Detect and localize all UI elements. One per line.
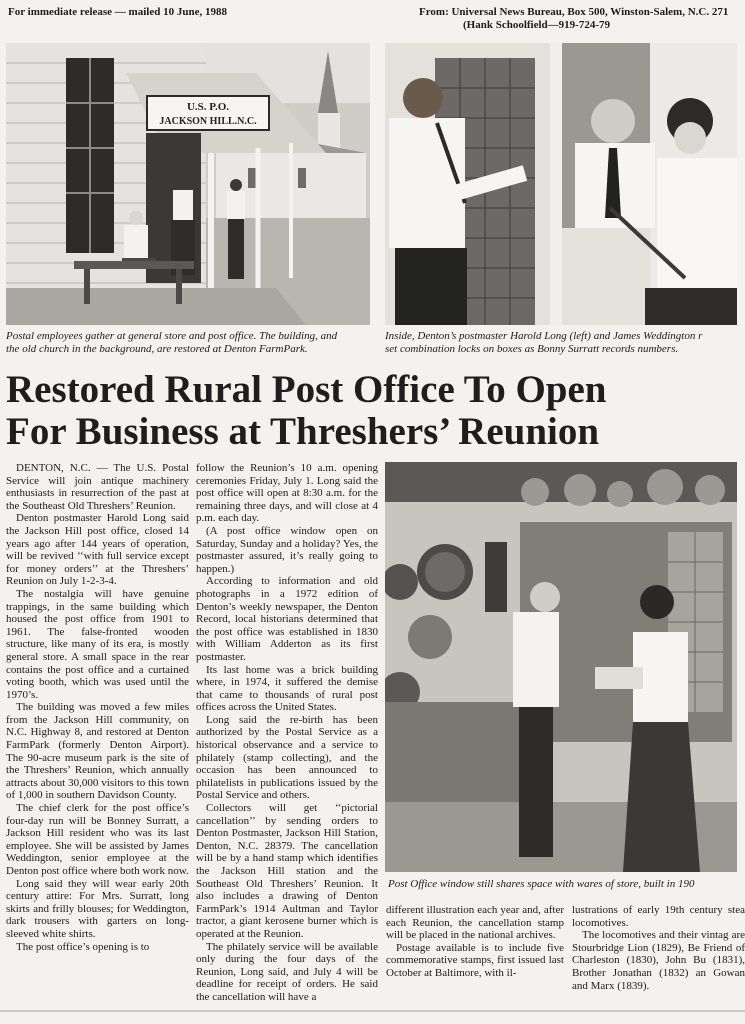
paragraph: Its last home was a brick building where, in 1974, it suffered the demise that came to thousands of rural post offices across the United States. — [196, 663, 378, 714]
paragraph: The locomotives and their vintag are Stourbridge Lion (1829), Be Friend of Charleston (1830), John Bu (1831), Brother Jonathan (1832) an Gowan and Marx (1839). — [572, 929, 745, 992]
paragraph: Long said the re-birth has been authorized by the Postal Service as a historical observance and a service to philately (stamp collecting), and the occasion has been announced to philatelists in publications issued by the Postal Service and others. — [196, 713, 378, 802]
paragraph: Denton postmaster Harold Long said the Jackson Hill post office, closed 14 years ago after 144 years of operation, will be revived ‘‘with full service except for money orders’’ at the Threshers’ Reunion on July 1-2-3-4. — [6, 512, 189, 588]
paragraph: Long said they will wear early 20th century attire: For Mrs. Surratt, long skirts and frilly blouses; for Weddington, dark trousers with garters on long-sleeved white shirts. — [6, 877, 189, 940]
caption-line: the old church in the background, are restored at Denton FarmPark. — [6, 343, 308, 355]
paragraph: lustrations of early 19th century stea locomotives. — [572, 904, 745, 929]
paragraph: The building was moved a few miles from the Jackson Hill community, on N.C. Highway 8, and restored at Denton FarmPark (formerly Denton Airport). The 90-acre museum park is the site of the Threshers’ Reunion, which annually attracts about 30,000 visitors to this town of 1,000 in southern Davidson County. — [6, 701, 189, 802]
caption-photo-store: Post Office window still shares space with wares of store, built in 190 — [388, 878, 695, 890]
photo-exterior — [6, 43, 370, 325]
article-column-1 — [6, 462, 189, 1002]
release-line: For immediate release — mailed 10 June, 1988 — [8, 6, 227, 18]
sign-line2: JACKSON HILL.N.C. — [159, 116, 257, 127]
photo-store-window — [385, 462, 737, 872]
caption-line: Inside, Denton’s postmaster Harold Long (left) and James Weddington r — [385, 330, 703, 342]
article-column-2 — [196, 462, 378, 1002]
page-edge — [0, 1010, 745, 1012]
paragraph: DENTON, N.C. — The U.S. Postal Service will join antique machinery enthusiasts in resurrection of the past at the Southeast Old Threshers’ Reunion. — [6, 462, 189, 512]
headline-line2: For Business at Threshers’ Reunion — [6, 410, 600, 453]
source-line-2: (Hank Schoolfield—919-724-79 — [463, 19, 610, 31]
paragraph: According to information and old photographs in a 1972 edition of Denton’s weekly newspaper, the Denton Record, local historians determined that the post office was established in 1830 with William Adderton as its first postmaster. — [196, 575, 378, 663]
paragraph: The nostalgia will have genuine trappings, in the same building which housed the post office from 1901 to 1961. The false-fronted wooden structure, like many of its era, is mostly general store. A small space in the rear contains the post office and a curtained voting booth, which was used until the 1970’s. — [6, 587, 189, 701]
paragraph: Collectors will get ‘‘pictorial cancellation’’ by sending orders to Denton Postmaster, Jackson Hill Station, Denton, N.C. 28379. The cancellation will be by a hand stamp which identifies the Jackson Hill station and the Southeast Old Threshers’ Reunion. It also includes a drawing of Denton FarmPark’s 1914 Aultman and Taylor tractor, a giant kerosene burner which is operated at the Reunion. — [196, 802, 378, 940]
paragraph: The philately service will be available only during the four days of the Reunion, Long said, and July 4 will be deadline for receipt of orders. He said the cancellation will have a — [196, 940, 378, 1002]
caption-photo-exterior — [6, 330, 374, 356]
paragraph: The post office’s opening is to — [16, 940, 150, 953]
headline-line1: Restored Rural Post Office To Open — [6, 368, 607, 411]
paragraph: Postage available is to include five commemorative stamps, first issued last October at Baltimore, with il- — [386, 941, 564, 979]
caption-photo-interior — [385, 330, 745, 356]
source-line — [419, 6, 745, 32]
caption-line: Postal employees gather at general store and post office. The building, and — [6, 330, 338, 342]
photo-interior-boxes — [385, 43, 737, 325]
headline — [6, 369, 741, 453]
caption-line: set combination locks on boxes as Bonny Surratt records numbers. — [385, 343, 679, 355]
paragraph: The chief clerk for the post office’s four-day run will be Bonney Surratt, a Jackson Hill resident who was its last employee. She will be assisted by James Weddington, senior employee at the Denton post office where both work now. — [6, 802, 189, 877]
article-column-3 — [386, 904, 564, 1004]
paragraph: (A post office window open on Saturday, Sunday and a holiday? Yes, the postmaster assured, it’s really going to happen.) — [196, 524, 378, 575]
article-column-4 — [572, 904, 745, 1004]
source-line-1: From: Universal News Bureau, Box 500, Winston-Salem, N.C. 271 — [419, 6, 729, 18]
paragraph: follow the Reunion’s 10 a.m. opening ceremonies Friday, July 1. Long said the post office will open at 8:30 a.m. for the remaining three days, and will close at 4 p.m. each day. — [196, 462, 378, 525]
sign-line1: U.S. P.O. — [186, 101, 230, 113]
paragraph: different illustration each year and, after each Reunion, the cancellation stamp will be placed in the national archives. — [386, 904, 564, 942]
